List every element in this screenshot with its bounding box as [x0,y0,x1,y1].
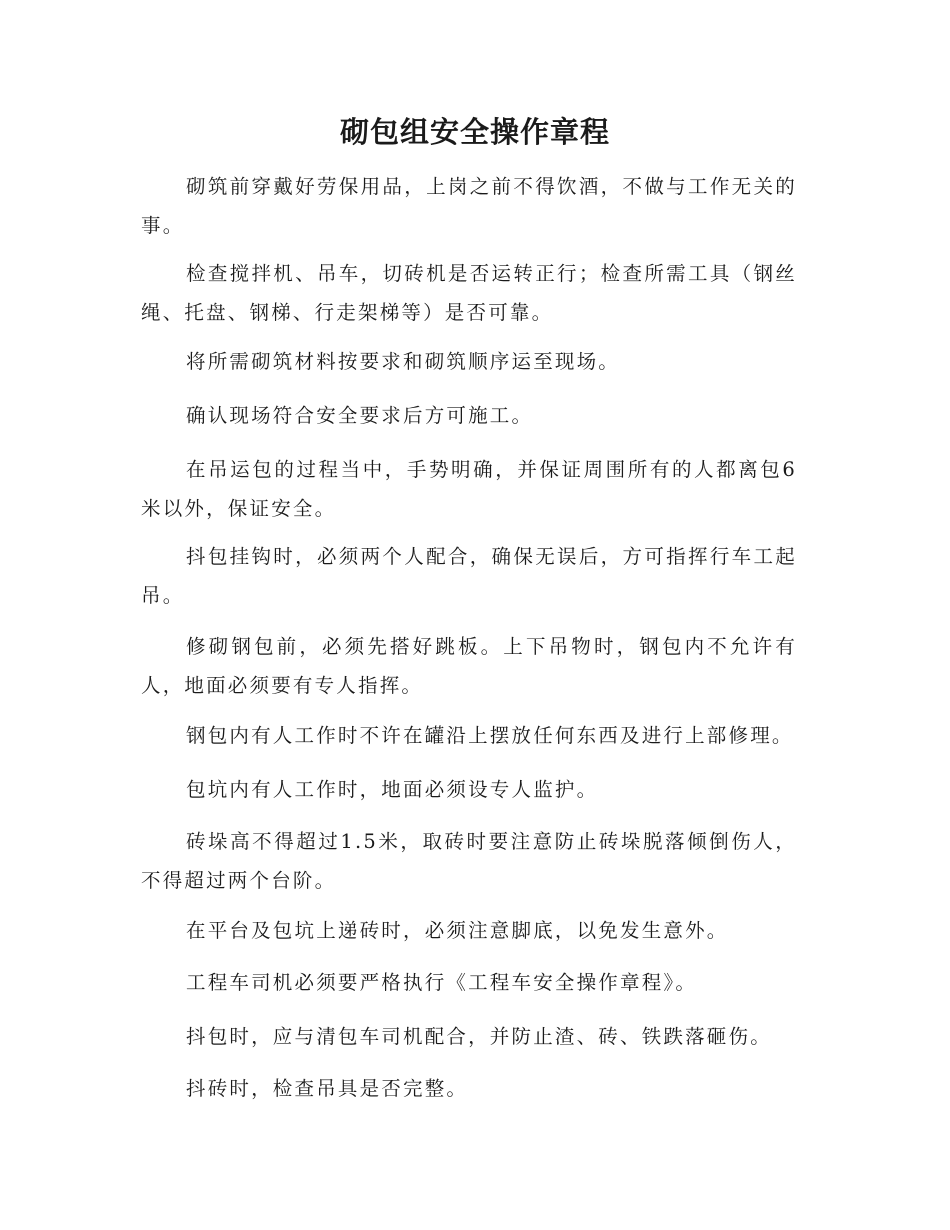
paragraph: 在吊运包的过程当中，手势明确，并保证周围所有的人都离包6米以外，保证安全。 [141,458,797,520]
document-title: 砌包组安全操作章程 [339,115,610,149]
paragraph: 将所需砌筑材料按要求和砌筑顺序运至现场。 [186,350,621,373]
paragraph: 确认现场符合安全要求后方可施工。 [186,404,534,427]
paragraph: 在平台及包坑上递砖时，必须注意脚底，以免发生意外。 [186,919,729,942]
paragraph: 抖砖时，检查吊具是否完整。 [186,1077,469,1100]
paragraph: 修砌钢包前，必须先搭好跳板。上下吊物时，钢包内不允许有人，地面必须要有专人指挥。 [141,635,797,697]
paragraph: 检查搅拌机、吊车，切砖机是否运转正行；检查所需工具（钢丝绳、托盘、钢梯、行走架梯等）是否可靠。 [141,262,797,324]
paragraph: 钢包内有人工作时不许在罐沿上摆放任何东西及进行上部修理。 [186,724,794,747]
paragraph: 抖包挂钩时，必须两个人配合，确保无误后，方可指挥行车工起吊。 [141,545,797,607]
paragraph: 抖包时，应与清包车司机配合，并防止渣、砖、铁跌落砸伤。 [186,1025,772,1048]
paragraph: 砌筑前穿戴好劳保用品，上岗之前不得饮酒，不做与工作无关的事。 [141,175,797,237]
paragraph: 砖垛高不得超过1.5米，取砖时要注意防止砖垛脱落倾倒伤人，不得超过两个台阶。 [141,830,797,892]
paragraph: 包坑内有人工作时，地面必须设专人监护。 [186,778,599,801]
paragraph: 工程车司机必须要严格执行《工程车安全操作章程》。 [186,971,698,994]
